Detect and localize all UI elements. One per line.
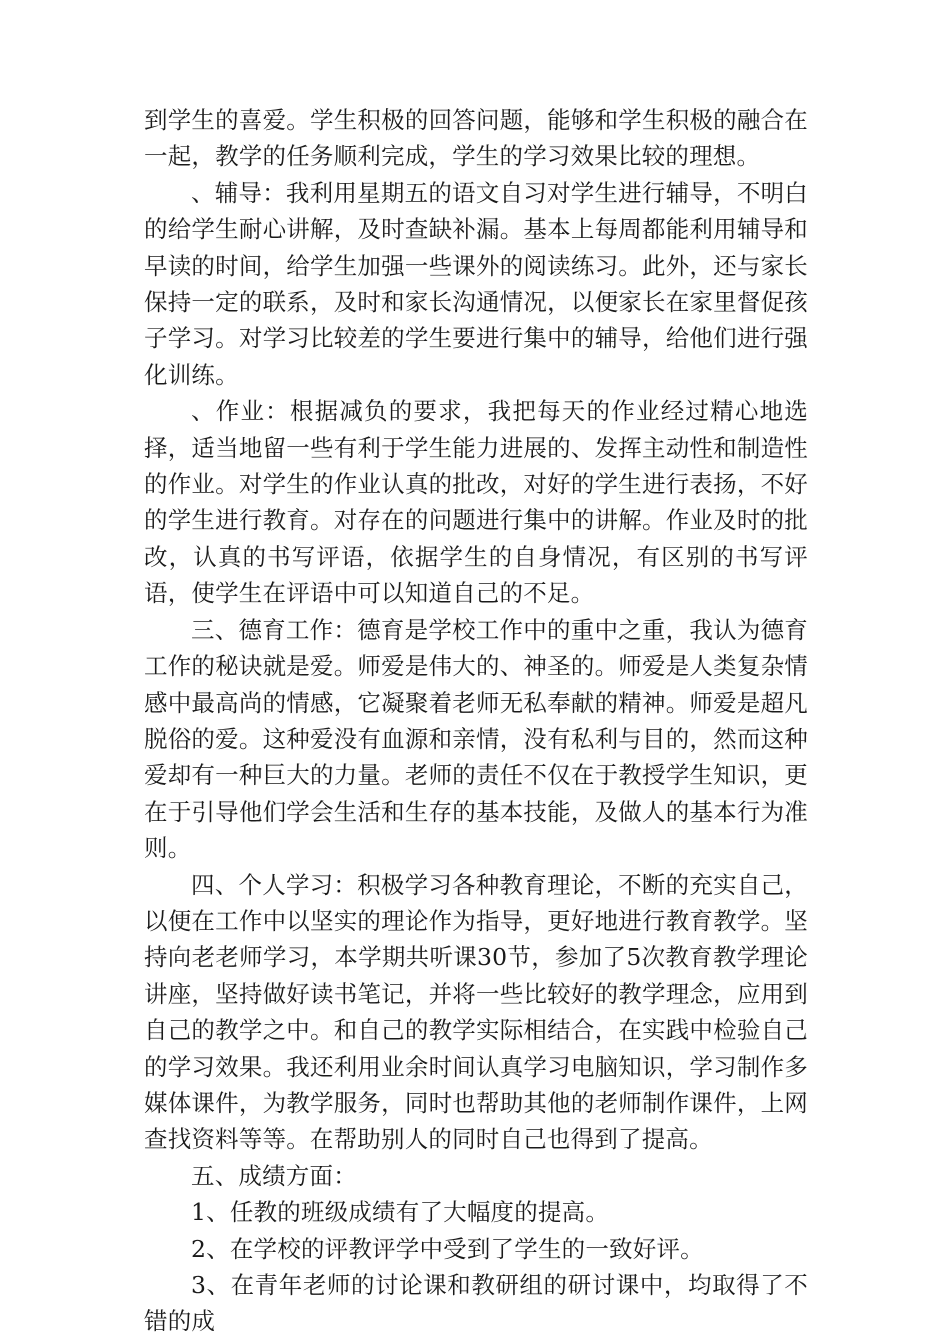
paragraph-personal-study: 四、个人学习：积极学习各种教育理论，不断的充实自己，以便在工作中以坚实的理论作为指导，更好地进行教育教学。坚持向老老师学习，本学期共听课30节，参加了5次教育教学理论讲座，坚持做好读书笔记，并将一些比较好的教学理念，应用到自己的教学之中。和自己的教学实际相结合，在实践中检验自己的学习效果。我还利用业余时间认真学习电脑知识，学习制作多媒体课件，为教学服务，同时也帮助其他的老师制作课件，上网查找资料等等。在帮助别人的同时自己也得到了提高。 <box>144 870 808 1154</box>
list-item-achievement-1: 1、任教的班级成绩有了大幅度的提高。 <box>191 1198 610 1227</box>
paragraph-tutoring: 、辅导：我利用星期五的语文自习对学生进行辅导，不明白的给学生耐心讲解，及时查缺补漏。基本上每周都能利用辅导和早读的时间，给学生加强一些课外的阅读练习。此外，还与家长保持一定的联系，及时和家长沟通情况，以便家长在家里督促孩子学习。对学习比较差的学生要进行集中的辅导，给他们进行强化训练。 <box>144 178 808 389</box>
paragraph-continuation: 到学生的喜爱。学生积极的回答问题，能够和学生积极的融合在一起，教学的任务顺利完成，学生的学习效果比较的理想。 <box>144 106 808 171</box>
list-item-achievement-2: 2、在学校的评教评学中受到了学生的一致好评。 <box>191 1234 704 1263</box>
document-body <box>144 102 808 1340</box>
paragraph-achievements-heading: 五、成绩方面： <box>191 1161 357 1190</box>
paragraph-moral-education: 三、德育工作：德育是学校工作中的重中之重，我认为德育工作的秘诀就是爱。师爱是伟大的、神圣的。师爱是人类复杂情感中最高尚的情感，它凝聚着老师无私奉献的精神。师爱是超凡脱俗的爱。这种爱没有血源和亲情，没有私利与目的，然而这种爱却有一种巨大的力量。老师的责任不仅在于教授学生知识，更在于引导他们学会生活和生存的基本技能，及做人的基本行为准则。 <box>144 615 808 863</box>
list-item-achievement-3: 3、在青年老师的讨论课和教研组的研讨课中，均取得了不错的成 <box>144 1271 808 1336</box>
paragraph-homework: 、作业：根据减负的要求，我把每天的作业经过精心地选择，适当地留一些有利于学生能力进展的、发挥主动性和制造性的作业。对学生的作业认真的批改，对好的学生进行表扬，不好的学生进行教育。对存在的问题进行集中的讲解。作业及时的批改，认真的书写评语，依据学生的自身情况，有区别的书写评语，使学生在评语中可以知道自己的不足。 <box>144 397 808 608</box>
